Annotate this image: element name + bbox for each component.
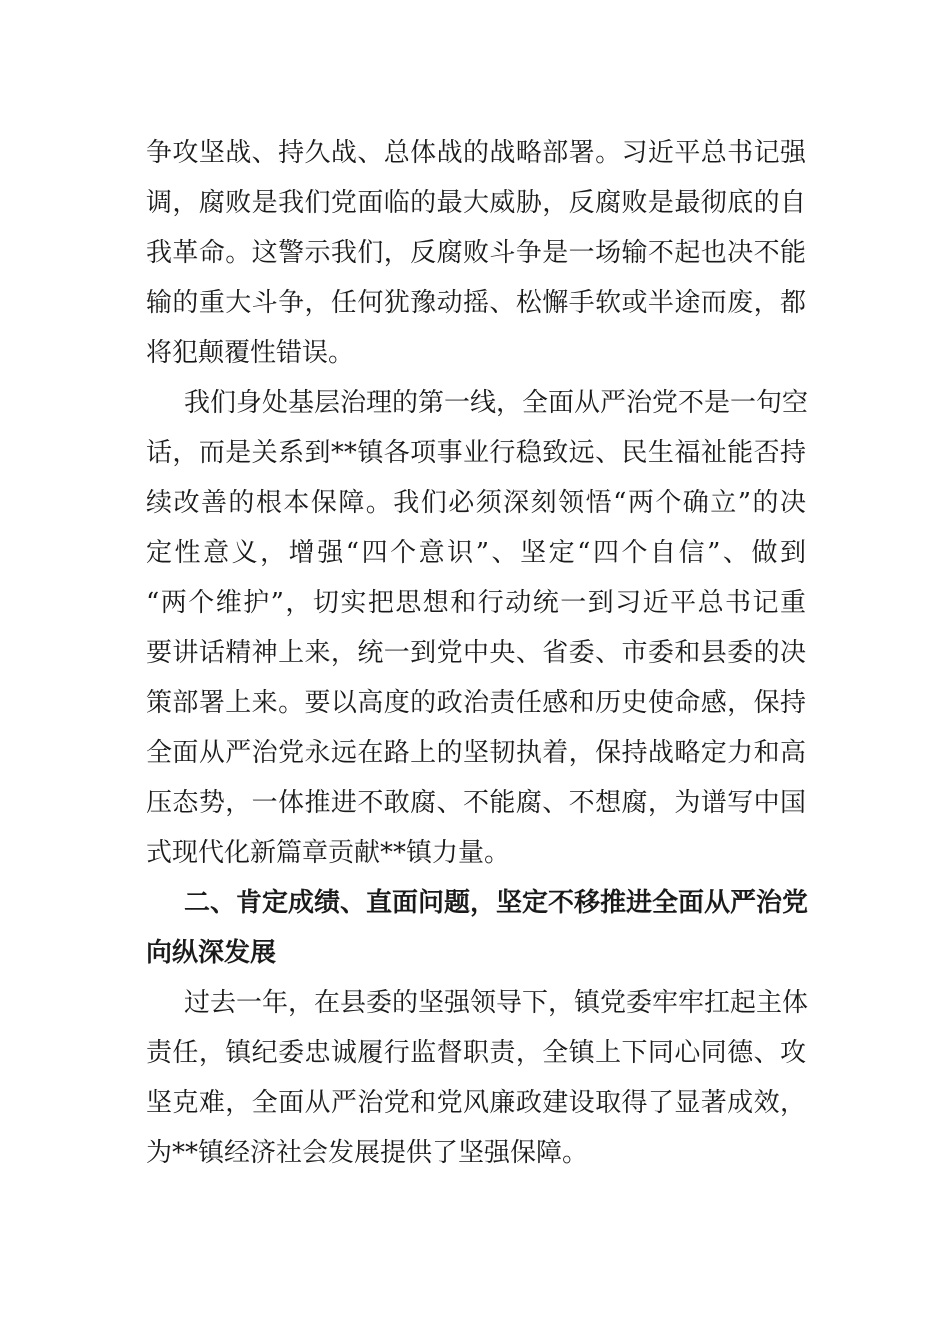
text-line: 要讲话精神上来，统一到党中央、省委、市委和县委的决: [146, 638, 806, 668]
text-line: 责任，镇纪委忠诚履行监督职责，全镇上下同心同德、攻: [146, 1038, 806, 1068]
text-line: 我们身处基层治理的第一线，全面从严治党不是一句空: [184, 388, 809, 418]
text-line: 坚克难，全面从严治党和党风廉政建设取得了显著成效，: [146, 1088, 806, 1118]
paragraph: [146, 978, 809, 1178]
paragraph: [146, 128, 806, 378]
text-line: 全面从严治党永远在路上的坚韧执着，保持战略定力和高: [146, 738, 806, 768]
text-line: 调，腐败是我们党面临的最大威胁，反腐败是最彻底的自: [146, 188, 806, 218]
text-line: 话，而是关系到**镇各项事业行稳致远、民生福祉能否持: [146, 438, 806, 468]
text-line: 压态势，一体推进不敢腐、不能腐、不想腐，为谱写中国: [146, 788, 806, 818]
document-body: [146, 128, 809, 1178]
heading-line: 向纵深发展: [146, 938, 277, 968]
text-line: 策部署上来。要以高度的政治责任感和历史使命感，保持: [146, 688, 806, 718]
text-line: 为**镇经济社会发展提供了坚强保障。: [146, 1138, 589, 1168]
text-line: “两个维护”，切实把思想和行动统一到习近平总书记重: [146, 588, 806, 618]
section-heading: [146, 878, 809, 978]
text-line: 续改善的根本保障。我们必须深刻领悟“两个确立”的决: [146, 488, 806, 518]
text-line: 过去一年，在县委的坚强领导下，镇党委牢牢扛起主体: [184, 988, 809, 1018]
text-line: 输的重大斗争，任何犹豫动摇、松懈手软或半途而废，都: [146, 288, 806, 318]
heading-line: 二、肯定成绩、直面问题，坚定不移推进全面从严治党: [184, 888, 809, 918]
text-line: 我革命。这警示我们，反腐败斗争是一场输不起也决不能: [146, 238, 806, 268]
text-line: 式现代化新篇章贡献**镇力量。: [146, 838, 511, 868]
text-line: 定性意义，增强“四个意识”、坚定“四个自信”、做到: [146, 538, 806, 568]
paragraph: [146, 378, 809, 878]
text-line: 争攻坚战、持久战、总体战的战略部署。习近平总书记强: [146, 138, 806, 168]
text-line: 将犯颠覆性错误。: [146, 338, 355, 368]
